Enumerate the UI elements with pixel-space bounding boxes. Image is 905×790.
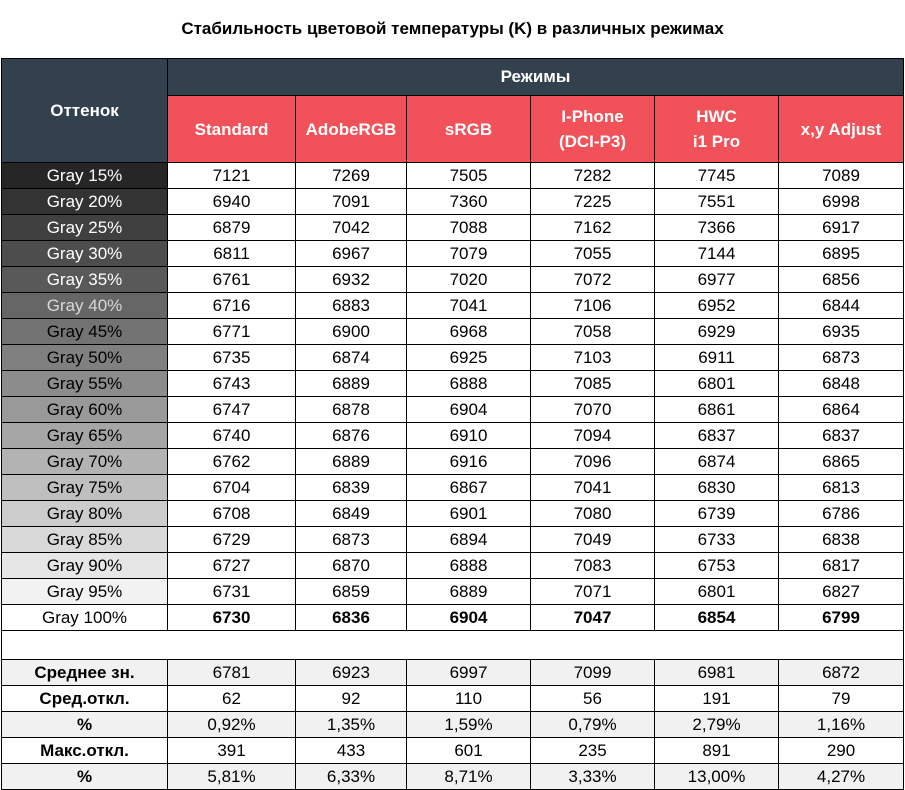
value-cell: 6888 xyxy=(407,553,531,579)
shade-label-cell: Gray 90% xyxy=(2,553,168,579)
table-body xyxy=(2,163,904,790)
value-cell: 7080 xyxy=(531,501,655,527)
spacer-cell xyxy=(2,631,904,660)
value-cell: 6895 xyxy=(779,241,904,267)
value-cell: 7162 xyxy=(531,215,655,241)
value-cell: 7282 xyxy=(531,163,655,189)
stat-value-cell: 92 xyxy=(296,686,407,712)
stat-value-cell: 891 xyxy=(655,738,779,764)
value-cell: 6861 xyxy=(655,397,779,423)
stat-row xyxy=(2,764,904,790)
stat-value-cell: 8,71% xyxy=(407,764,531,790)
value-cell: 6932 xyxy=(296,267,407,293)
value-cell: 6910 xyxy=(407,423,531,449)
shade-label-cell: Gray 15% xyxy=(2,163,168,189)
mode-header-line1: Standard xyxy=(194,119,269,139)
value-cell: 7360 xyxy=(407,189,531,215)
value-cell: 7225 xyxy=(531,189,655,215)
shade-label-cell: Gray 20% xyxy=(2,189,168,215)
stat-value-cell: 6997 xyxy=(407,660,531,686)
stat-value-cell: 601 xyxy=(407,738,531,764)
table-row xyxy=(2,423,904,449)
stat-label-cell: % xyxy=(2,712,168,738)
value-cell: 7091 xyxy=(296,189,407,215)
table-row xyxy=(2,293,904,319)
value-cell: 6839 xyxy=(296,475,407,501)
value-cell: 6874 xyxy=(655,449,779,475)
value-cell: 7058 xyxy=(531,319,655,345)
value-cell: 6968 xyxy=(407,319,531,345)
mode-header-line2: (DCI-P3) xyxy=(558,132,627,151)
value-cell: 6730 xyxy=(168,605,296,631)
stat-label-cell: Сред.откл. xyxy=(2,686,168,712)
value-cell: 6771 xyxy=(168,319,296,345)
value-cell: 6813 xyxy=(779,475,904,501)
value-cell: 6837 xyxy=(655,423,779,449)
value-cell: 6878 xyxy=(296,397,407,423)
value-cell: 7094 xyxy=(531,423,655,449)
value-cell: 6874 xyxy=(296,345,407,371)
value-cell: 6900 xyxy=(296,319,407,345)
shade-label-cell: Gray 70% xyxy=(2,449,168,475)
table-row xyxy=(2,241,904,267)
value-cell: 6867 xyxy=(407,475,531,501)
stat-value-cell: 0,92% xyxy=(168,712,296,738)
value-cell: 6952 xyxy=(655,293,779,319)
stat-value-cell: 391 xyxy=(168,738,296,764)
value-cell: 6786 xyxy=(779,501,904,527)
stat-value-cell: 62 xyxy=(168,686,296,712)
value-cell: 7745 xyxy=(655,163,779,189)
value-cell: 6743 xyxy=(168,371,296,397)
value-cell: 7089 xyxy=(779,163,904,189)
shade-label-cell: Gray 50% xyxy=(2,345,168,371)
shade-label-cell: Gray 75% xyxy=(2,475,168,501)
value-cell: 6849 xyxy=(296,501,407,527)
shade-label-cell: Gray 30% xyxy=(2,241,168,267)
mode-header-line2: i1 Pro xyxy=(692,132,741,151)
modes-group-header: Режимы xyxy=(168,59,904,96)
shade-label-cell: Gray 95% xyxy=(2,579,168,605)
value-cell: 6708 xyxy=(168,501,296,527)
stat-row xyxy=(2,660,904,686)
value-cell: 7042 xyxy=(296,215,407,241)
stat-value-cell: 3,33% xyxy=(531,764,655,790)
value-cell: 7071 xyxy=(531,579,655,605)
stat-value-cell: 79 xyxy=(779,686,904,712)
spacer-row xyxy=(2,631,904,660)
value-cell: 7096 xyxy=(531,449,655,475)
mode-header-line1: I-Phone xyxy=(561,107,624,126)
stat-value-cell: 56 xyxy=(531,686,655,712)
value-cell: 6859 xyxy=(296,579,407,605)
value-cell: 6844 xyxy=(779,293,904,319)
table-row xyxy=(2,215,904,241)
table-row xyxy=(2,579,904,605)
value-cell: 6925 xyxy=(407,345,531,371)
table-row xyxy=(2,189,904,215)
value-cell: 6727 xyxy=(168,553,296,579)
stat-value-cell: 6923 xyxy=(296,660,407,686)
value-cell: 6935 xyxy=(779,319,904,345)
value-cell: 6838 xyxy=(779,527,904,553)
value-cell: 6837 xyxy=(779,423,904,449)
stat-value-cell: 433 xyxy=(296,738,407,764)
value-cell: 6740 xyxy=(168,423,296,449)
value-cell: 6873 xyxy=(296,527,407,553)
value-cell: 6739 xyxy=(655,501,779,527)
stat-label-cell: Макс.откл. xyxy=(2,738,168,764)
shade-label-cell: Gray 55% xyxy=(2,371,168,397)
table-row xyxy=(2,345,904,371)
value-cell: 6876 xyxy=(296,423,407,449)
value-cell: 7551 xyxy=(655,189,779,215)
value-cell: 6901 xyxy=(407,501,531,527)
value-cell: 6801 xyxy=(655,371,779,397)
mode-header-cell xyxy=(655,96,779,163)
value-cell: 6731 xyxy=(168,579,296,605)
stat-value-cell: 1,16% xyxy=(779,712,904,738)
shade-label-cell: Gray 60% xyxy=(2,397,168,423)
stat-value-cell: 6872 xyxy=(779,660,904,686)
value-cell: 6864 xyxy=(779,397,904,423)
color-temperature-table xyxy=(1,58,904,790)
table-row xyxy=(2,501,904,527)
mode-header-cell xyxy=(168,96,296,163)
stat-value-cell: 1,59% xyxy=(407,712,531,738)
value-cell: 6916 xyxy=(407,449,531,475)
value-cell: 7049 xyxy=(531,527,655,553)
stat-row xyxy=(2,738,904,764)
value-cell: 7020 xyxy=(407,267,531,293)
shade-label-cell: Gray 80% xyxy=(2,501,168,527)
value-cell: 6889 xyxy=(296,371,407,397)
shade-label-cell: Gray 45% xyxy=(2,319,168,345)
mode-header-line1: x,y Adjust xyxy=(800,119,882,139)
value-cell: 7085 xyxy=(531,371,655,397)
value-cell: 6904 xyxy=(407,397,531,423)
table-row xyxy=(2,397,904,423)
value-cell: 6917 xyxy=(779,215,904,241)
value-cell: 6894 xyxy=(407,527,531,553)
stat-value-cell: 191 xyxy=(655,686,779,712)
stat-value-cell: 2,79% xyxy=(655,712,779,738)
table-row xyxy=(2,605,904,631)
mode-header-cell xyxy=(531,96,655,163)
value-cell: 6801 xyxy=(655,579,779,605)
value-cell: 7121 xyxy=(168,163,296,189)
stat-row xyxy=(2,686,904,712)
value-cell: 6865 xyxy=(779,449,904,475)
value-cell: 7366 xyxy=(655,215,779,241)
mode-header-line1: AdobeRGB xyxy=(305,119,397,139)
value-cell: 7106 xyxy=(531,293,655,319)
value-cell: 7041 xyxy=(531,475,655,501)
value-cell: 6811 xyxy=(168,241,296,267)
value-cell: 6729 xyxy=(168,527,296,553)
value-cell: 6761 xyxy=(168,267,296,293)
value-cell: 6762 xyxy=(168,449,296,475)
stat-label-cell: Среднее зн. xyxy=(2,660,168,686)
shade-label-cell: Gray 40% xyxy=(2,293,168,319)
table-row xyxy=(2,267,904,293)
value-cell: 6856 xyxy=(779,267,904,293)
value-cell: 7079 xyxy=(407,241,531,267)
stat-value-cell: 6781 xyxy=(168,660,296,686)
value-cell: 7083 xyxy=(531,553,655,579)
value-cell: 6817 xyxy=(779,553,904,579)
table-header xyxy=(2,59,904,163)
stat-value-cell: 5,81% xyxy=(168,764,296,790)
stat-value-cell: 235 xyxy=(531,738,655,764)
value-cell: 6888 xyxy=(407,371,531,397)
value-cell: 6889 xyxy=(407,579,531,605)
stat-row xyxy=(2,712,904,738)
value-cell: 6735 xyxy=(168,345,296,371)
stat-value-cell: 6,33% xyxy=(296,764,407,790)
table-row xyxy=(2,371,904,397)
mode-header-cell xyxy=(296,96,407,163)
shade-column-header: Оттенок xyxy=(2,59,168,163)
stat-value-cell: 7099 xyxy=(531,660,655,686)
shade-label-cell: Gray 25% xyxy=(2,215,168,241)
value-cell: 6830 xyxy=(655,475,779,501)
value-cell: 6704 xyxy=(168,475,296,501)
value-cell: 6870 xyxy=(296,553,407,579)
value-cell: 6827 xyxy=(779,579,904,605)
value-cell: 7072 xyxy=(531,267,655,293)
stat-value-cell: 13,00% xyxy=(655,764,779,790)
value-cell: 6911 xyxy=(655,345,779,371)
shade-label-cell: Gray 100% xyxy=(2,605,168,631)
table-row xyxy=(2,163,904,189)
table-row xyxy=(2,475,904,501)
stat-value-cell: 290 xyxy=(779,738,904,764)
mode-header-cell xyxy=(779,96,904,163)
stat-value-cell: 4,27% xyxy=(779,764,904,790)
value-cell: 6854 xyxy=(655,605,779,631)
value-cell: 6940 xyxy=(168,189,296,215)
value-cell: 7505 xyxy=(407,163,531,189)
value-cell: 7269 xyxy=(296,163,407,189)
stat-value-cell: 110 xyxy=(407,686,531,712)
value-cell: 7144 xyxy=(655,241,779,267)
value-cell: 6889 xyxy=(296,449,407,475)
stat-label-cell: % xyxy=(2,764,168,790)
value-cell: 7055 xyxy=(531,241,655,267)
value-cell: 6733 xyxy=(655,527,779,553)
mode-header-line1: sRGB xyxy=(444,119,493,139)
value-cell: 6747 xyxy=(168,397,296,423)
chart-title: Стабильность цветовой температуры (K) в различных режимах xyxy=(181,19,724,38)
value-cell: 7047 xyxy=(531,605,655,631)
shade-label-cell: Gray 85% xyxy=(2,527,168,553)
value-cell: 6873 xyxy=(779,345,904,371)
value-cell: 6716 xyxy=(168,293,296,319)
value-cell: 6879 xyxy=(168,215,296,241)
stat-value-cell: 6981 xyxy=(655,660,779,686)
shade-label-cell: Gray 65% xyxy=(2,423,168,449)
value-cell: 6883 xyxy=(296,293,407,319)
value-cell: 7088 xyxy=(407,215,531,241)
value-cell: 6967 xyxy=(296,241,407,267)
value-cell: 6904 xyxy=(407,605,531,631)
value-cell: 7103 xyxy=(531,345,655,371)
stat-value-cell: 1,35% xyxy=(296,712,407,738)
value-cell: 6929 xyxy=(655,319,779,345)
table-row xyxy=(2,553,904,579)
mode-header-line1: HWC xyxy=(696,107,737,126)
value-cell: 6998 xyxy=(779,189,904,215)
stat-value-cell: 0,79% xyxy=(531,712,655,738)
value-cell: 7070 xyxy=(531,397,655,423)
mode-header-cell xyxy=(407,96,531,163)
value-cell: 6836 xyxy=(296,605,407,631)
value-cell: 6799 xyxy=(779,605,904,631)
table-row xyxy=(2,319,904,345)
table-row xyxy=(2,449,904,475)
value-cell: 6977 xyxy=(655,267,779,293)
value-cell: 6848 xyxy=(779,371,904,397)
value-cell: 7041 xyxy=(407,293,531,319)
table-row xyxy=(2,527,904,553)
shade-label-cell: Gray 35% xyxy=(2,267,168,293)
value-cell: 6753 xyxy=(655,553,779,579)
